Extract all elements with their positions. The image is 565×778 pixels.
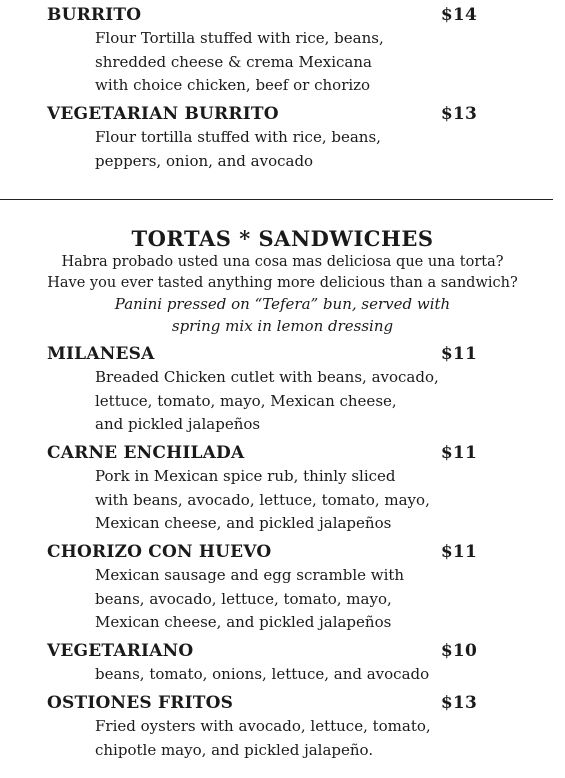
item-name: CARNE ENCHILADA [47,443,245,463]
item-price: $13 [440,104,477,124]
item-description: Pork in Mexican spice rub, thinly sliced with beans, avocado, lettuce, tomato, mayo, Mexican cheese, and pickled jalapeños [95,467,430,532]
item-price: $13 [440,693,477,713]
item-name: VEGETARIAN BURRITO [47,104,279,124]
menu-item-milanesa [47,344,477,364]
item-name: MILANESA [47,344,155,364]
item-price: $14 [440,5,477,25]
item-description: beans, tomato, onions, lettuce, and avocado [95,665,430,683]
item-description: Breaded Chicken cutlet with beans, avocado, lettuce, tomato, mayo, Mexican cheese, and pickled jalapeños [95,368,439,433]
item-name: CHORIZO CON HUEVO [47,542,272,562]
section-note-line-2: spring mix in lemon dressing [171,317,394,335]
section-title: TORTAS * SANDWICHES [131,226,434,251]
item-description: Flour Tortilla stuffed with rice, beans, shredded cheese & crema Mexicana with choice chicken, beef or chorizo [95,29,384,94]
item-price: $11 [440,443,477,463]
item-price: $10 [440,641,477,661]
section-intro-english: Have you ever tasted anything more delicious than a sandwich? [47,275,518,291]
menu-item-burrito [47,5,477,25]
item-price: $11 [440,344,477,364]
menu-item-vegetariano [47,641,477,661]
menu-item-carne-enchilada [47,443,477,463]
item-description: Flour tortilla stuffed with rice, beans, peppers, onion, and avocado [95,128,381,170]
menu-item-vegetarian-burrito [47,104,477,124]
item-price: $11 [440,542,477,562]
item-name: OSTIONES FRITOS [47,693,234,713]
menu-item-chorizo-con-huevo [47,542,477,562]
item-name: BURRITO [47,5,142,25]
item-description: Fried oysters with avocado, lettuce, tomato, chipotle mayo, and pickled jalapeño. [95,717,431,759]
section-divider [0,199,553,200]
section-note-line-1: Panini pressed on “Tefera” bun, served with [114,295,451,313]
item-description: Mexican sausage and egg scramble with beans, avocado, lettuce, tomato, mayo, Mexican cheese, and pickled jalapeños [95,566,405,631]
menu-item-ostiones-fritos [47,693,477,713]
section-intro-spanish: Habra probado usted una cosa mas deliciosa que una torta? [61,254,504,270]
item-name: VEGETARIANO [47,641,194,661]
